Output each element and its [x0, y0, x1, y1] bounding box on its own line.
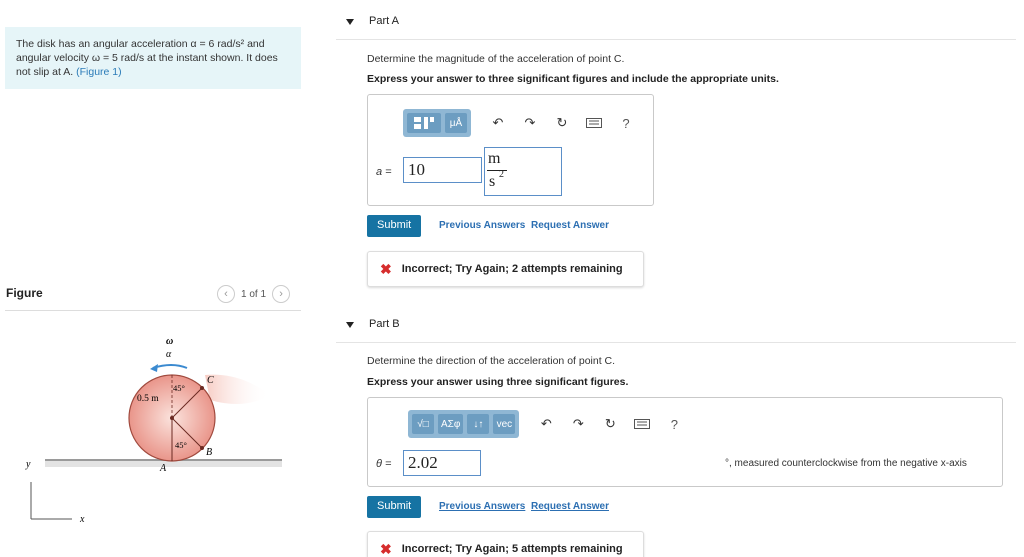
reset-icon[interactable]: ↻ [556, 115, 568, 130]
figure-header [5, 283, 301, 311]
part-b-value-input[interactable]: 2.02 [403, 450, 481, 476]
part-b-header[interactable] [336, 309, 1016, 343]
problem-line-1: The disk has an angular acceleration α = 6 rad/s² and [16, 38, 265, 50]
part-a-answer-box [367, 94, 654, 206]
y-axis-label: y [26, 459, 31, 470]
part-b-previous-answers-link[interactable]: Previous Answers [439, 501, 526, 512]
part-b-toolbar [408, 410, 683, 438]
part-a-submit-button[interactable]: Submit [367, 215, 421, 237]
angle-top-label: 45° [173, 383, 185, 393]
redo-icon[interactable]: ↷ [572, 416, 584, 431]
c-label: C [207, 375, 214, 386]
motion-blur [205, 375, 270, 404]
a-label: A [160, 463, 167, 474]
angle-bottom-label: 45° [175, 440, 187, 450]
keyboard-icon[interactable] [585, 114, 603, 132]
incorrect-icon: ✖ [380, 260, 392, 277]
part-b-question: Determine the direction of the acceleration of point C. [367, 355, 616, 367]
part-a-feedback [367, 251, 644, 287]
unit-numerator: m [488, 150, 501, 167]
part-b-submit-button[interactable]: Submit [367, 496, 421, 518]
unit-fraction-bar [487, 170, 507, 171]
part-a-label: Part A [369, 15, 399, 27]
figure-link[interactable]: (Figure 1) [76, 66, 122, 78]
left-panel [0, 0, 310, 557]
unit-denominator: s [489, 173, 496, 190]
next-figure-button[interactable]: › [272, 285, 290, 303]
help-icon[interactable]: ? [622, 115, 630, 131]
part-a-feedback-text: Incorrect; Try Again; 2 attempts remaining [401, 263, 623, 275]
help-icon[interactable]: ? [670, 416, 678, 432]
part-a-request-answer-link[interactable]: Request Answer [531, 220, 609, 231]
part-b-feedback [367, 531, 644, 557]
keyboard-icon[interactable] [633, 415, 651, 433]
prev-figure-button[interactable]: ‹ [217, 285, 235, 303]
unit-exponent: 2 [499, 169, 504, 180]
part-a-toolbar [403, 109, 635, 137]
units-button[interactable]: μÅ [445, 113, 467, 133]
part-b-variable: θ = [376, 458, 392, 470]
undo-icon[interactable]: ↶ [492, 115, 504, 130]
part-b-unit-suffix: °, measured counterclockwise from the negative x-axis [725, 458, 967, 469]
b-label: B [206, 447, 213, 458]
part-a-instruction: Express your answer to three significant figures and include the appropriate units. [367, 73, 779, 85]
rotation-arrow [153, 365, 187, 368]
x-axis-label: x [80, 514, 85, 525]
collapse-triangle-icon[interactable] [346, 19, 354, 25]
problem-line-3: not slip at A. (Figure 1) [16, 66, 122, 78]
templates-icon[interactable] [407, 113, 441, 133]
omega-label: ω [166, 336, 174, 347]
disk-figure [0, 320, 310, 540]
part-a-question: Determine the magnitude of the acceleration of point C. [367, 53, 625, 65]
vector-button[interactable]: vec [493, 414, 515, 434]
reset-icon[interactable]: ↻ [604, 416, 616, 431]
undo-icon[interactable]: ↶ [540, 416, 552, 431]
point-c [200, 386, 204, 390]
figure-title: Figure [6, 286, 43, 300]
part-a-instruction-wrap [367, 73, 779, 85]
part-a-toolbar-group [403, 109, 471, 137]
incorrect-icon: ✖ [380, 540, 392, 557]
templates-icon[interactable]: √□ [412, 414, 434, 434]
figure-page-count: 1 of 1 [241, 288, 267, 300]
redo-icon[interactable]: ↷ [524, 115, 536, 130]
part-b-feedback-text: Incorrect; Try Again; 5 attempts remaining [401, 543, 623, 555]
alpha-label: α [166, 349, 172, 360]
collapse-triangle-icon[interactable] [346, 322, 354, 328]
part-a-header[interactable] [336, 6, 1016, 40]
part-b-toolbar-group [408, 410, 519, 438]
part-b-request-answer-link[interactable]: Request Answer [531, 501, 609, 512]
right-panel [336, 0, 1024, 557]
radius-label: 0.5 m [137, 394, 159, 404]
part-b-answer-box [367, 397, 1003, 487]
part-a-unit-input[interactable] [484, 147, 562, 196]
arrows-button[interactable]: ↓↑ [467, 414, 489, 434]
part-a-previous-answers-link[interactable]: Previous Answers [439, 220, 526, 231]
figure-pager [217, 285, 290, 303]
greek-symbols-button[interactable]: ΑΣφ [438, 414, 463, 434]
problem-line-2: angular velocity ω = 5 rad/s at the instant shown. It does [16, 52, 278, 64]
part-b-label: Part B [369, 318, 400, 330]
part-a-value-input[interactable]: 10 [403, 157, 482, 183]
part-a-variable: a = [376, 166, 392, 178]
rotation-arrow-head [150, 364, 158, 372]
point-b [200, 446, 204, 450]
problem-statement [5, 27, 301, 89]
part-b-instruction-wrap [367, 376, 628, 388]
part-b-instruction: Express your answer using three significant figures. [367, 376, 629, 388]
